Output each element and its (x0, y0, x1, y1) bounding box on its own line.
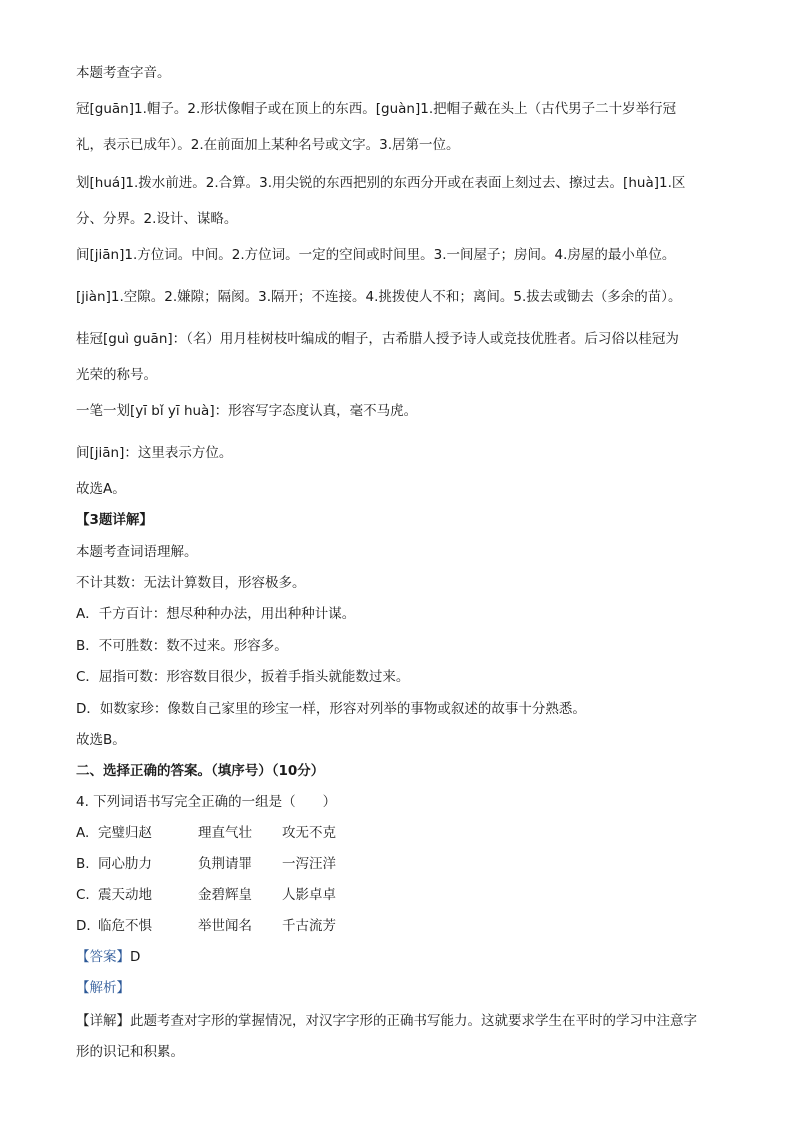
text-line: 间[jiān]：这里表示方位。 (76, 445, 233, 461)
text-line: C．屈指可数：形容数目很少，扳着手指头就能数过来。 (76, 669, 410, 685)
text-line: 形的识记和积累。 (76, 1044, 184, 1060)
question-text: 4. 下列词语书写完全正确的一组是（ ） (76, 794, 337, 810)
option-word: 同心肋力 (98, 856, 152, 872)
option-word: 完璧归赵 (98, 825, 152, 841)
section-heading: 二、选择正确的答案。（填序号）（10分） (76, 763, 325, 779)
option-letter: B. (76, 856, 90, 872)
option-letter: D. (76, 918, 91, 934)
text-line: 分、分界。2.设计、谋略。 (76, 211, 238, 227)
option-word: 临危不惧 (98, 918, 152, 934)
option-word: 理直气壮 (198, 825, 252, 841)
answer-value: D (130, 949, 141, 965)
text-line: [jiàn]1.空隙。2.嫌隙；隔阂。3.隔开；不连接。4.挑拨使人不和；离间。5.拔去或锄去（多余的苗）。 (76, 289, 682, 305)
option-a (76, 824, 336, 842)
option-word: 一泻汪洋 (282, 856, 336, 872)
text-line: 划[huá]1.拨水前进。2.合算。3.用尖锐的东西把别的东西分开或在表面上刻过去、擦过去。[huà]1.区 (76, 175, 686, 191)
text-line: 一笔一划[yī bǐ yī huà]：形容写字态度认真，毫不马虎。 (76, 403, 418, 419)
detail-label: 【详解】 (76, 1013, 130, 1029)
text-line: 桂冠[guì guān]：（名）用月桂树枝叶编成的帽子，古希腊人授予诗人或竞技优胜者。后习俗以桂冠为 (76, 331, 679, 347)
option-word: 攻无不克 (282, 825, 336, 841)
text-line: 故选B。 (76, 732, 126, 748)
text-line: 间[jiān]1.方位词。中间。2.方位词。一定的空间或时间里。3.一间屋子；房间。4.房屋的最小单位。 (76, 247, 676, 263)
option-d (76, 917, 336, 935)
text-line: 光荣的称号。 (76, 367, 157, 383)
text-line: 礼，表示已成年）。2.在前面加上某种名号或文字。3.居第一位。 (76, 137, 460, 153)
text-line: 不计其数：无法计算数目，形容极多。 (76, 575, 306, 591)
option-b (76, 855, 336, 873)
option-c (76, 886, 336, 904)
text-line: B．不可胜数：数不过来。形容多。 (76, 638, 288, 654)
text-line: 冠[guān]1.帽子。2.形状像帽子或在顶上的东西。[guàn]1.把帽子戴在头上（古代男子二十岁举行冠 (76, 101, 677, 117)
detail-line (76, 1012, 697, 1030)
detail-text: 此题考查对字形的掌握情况，对汉字字形的正确书写能力。这就要求学生在平时的学习中注意字 (130, 1013, 697, 1029)
answer-line (76, 948, 140, 966)
text-line: D．如数家珍：像数自己家里的珍宝一样，形容对列举的事物或叙述的故事十分熟悉。 (76, 701, 586, 717)
option-letter: A. (76, 825, 90, 841)
option-word: 负荆请罪 (198, 856, 252, 872)
option-word: 震天动地 (98, 887, 152, 903)
text-line: 本题考查词语理解。 (76, 544, 198, 560)
option-word: 金碧辉皇 (198, 887, 252, 903)
option-word: 人影卓卓 (282, 887, 336, 903)
option-word: 千古流芳 (282, 918, 336, 934)
option-word: 举世闻名 (198, 918, 252, 934)
section-heading: 【3题详解】 (76, 512, 153, 528)
text-line: A．千方百计：想尽种种办法，用出种种计谋。 (76, 606, 356, 622)
text-line: 本题考查字音。 (76, 65, 171, 81)
answer-label: 【答案】 (76, 949, 130, 965)
analysis-label: 【解析】 (76, 980, 130, 996)
option-letter: C. (76, 887, 90, 903)
text-line: 故选A。 (76, 481, 126, 497)
